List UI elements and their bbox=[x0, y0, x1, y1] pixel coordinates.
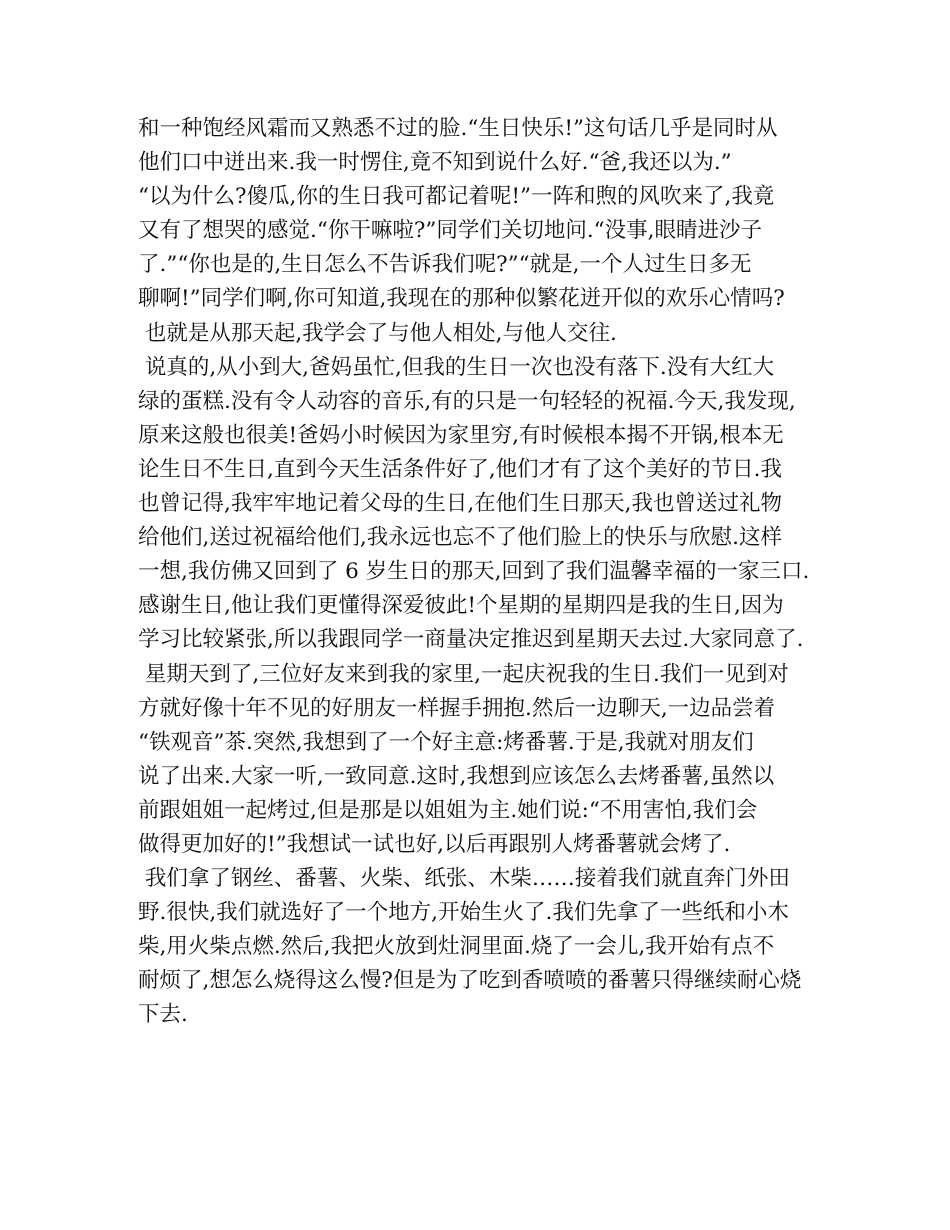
text-line: 一想,我仿佛又回到了 6 岁生日的那天,回到了我们温馨幸福的一家三口. bbox=[138, 559, 810, 585]
text-line: 聊啊!”同学们啊,你可知道,我现在的那种似繁花迸开似的欢乐心情吗? bbox=[138, 286, 785, 312]
text-line: 学习比较紧张,所以我跟同学一商量决定推迟到星期天去过.大家同意了. bbox=[138, 627, 804, 653]
text-line: 前跟姐姐一起烤过,但是那是以姐姐为主.她们说:“不用害怕,我们会 bbox=[138, 797, 758, 823]
text-line: 野.很快,我们就选好了一个地方,开始生火了.我们先拿了一些纸和小木 bbox=[138, 900, 789, 926]
text-line: 原来这般也很美!爸妈小时候因为家里穷,有时候根本揭不开锅,根本无 bbox=[138, 422, 784, 448]
text-line: 说了出来.大家一听,一致同意.这时,我想到应该怎么去烤番薯,虽然以 bbox=[138, 763, 775, 789]
text-line: 方就好像十年不见的好朋友一样握手拥抱.然后一边聊天,一边品尝着 bbox=[138, 695, 776, 721]
text-line: 说真的,从小到大,爸妈虽忙,但我的生日一次也没有落下.没有大红大 bbox=[138, 354, 775, 380]
text-line: 柴,用火柴点燃.然后,我把火放到灶洞里面.烧了一会儿,我开始有点不 bbox=[138, 934, 775, 960]
body-text bbox=[138, 112, 818, 1033]
text-line: 星期天到了,三位好友来到我的家里,一起庆祝我的生日.我们一见到对 bbox=[138, 661, 789, 687]
text-line: 感谢生日,他让我们更懂得深爱彼此!个星期的星期四是我的生日,因为 bbox=[138, 593, 784, 619]
text-line: “以为什么?傻瓜,你的生日我可都记着呢!”一阵和煦的风吹来了,我竟 bbox=[138, 184, 775, 210]
text-line: 我们拿了钢丝、番薯、火柴、纸张、木柴……接着我们就直奔门外田 bbox=[138, 866, 790, 892]
text-line: 和一种饱经风霜而又熟悉不过的脸.“生日快乐!”这句话几乎是同时从 bbox=[138, 116, 778, 141]
text-line: 又有了想哭的感觉.“你干嘛啦?”同学们关切地问.“没事,眼睛进沙子 bbox=[138, 218, 763, 244]
text-line: “铁观音”茶.突然,我想到了一个好主意:烤番薯.于是,我就对朋友们 bbox=[138, 729, 754, 755]
text-line: 他们口中迸出来.我一时愣住,竟不知到说什么好.“爸,我还以为.” bbox=[138, 150, 732, 176]
text-line: 下去. bbox=[138, 1002, 188, 1028]
text-line: 绿的蛋糕.没有令人动容的音乐,有的只是一句轻轻的祝福.今天,我发现, bbox=[138, 388, 796, 414]
text-line: 了.”“你也是的,生日怎么不告诉我们呢?”“就是,一个人过生日多无 bbox=[138, 252, 752, 278]
text-line: 耐烦了,想怎么烧得这么慢?但是为了吃到香喷喷的番薯只得继续耐心烧 bbox=[138, 968, 802, 994]
text-line: 给他们,送过祝福给他们,我永远也忘不了他们脸上的快乐与欣慰.这样 bbox=[138, 525, 783, 551]
text-line: 论生日不生日,直到今天生活条件好了,他们才有了这个美好的节日.我 bbox=[138, 456, 783, 482]
text-line: 也曾记得,我牢牢地记着父母的生日,在他们生日那天,我也曾送过礼物 bbox=[138, 491, 783, 517]
text-line: 做得更加好的!”我想试一试也好,以后再跟别人烤番薯就会烤了. bbox=[138, 831, 731, 857]
text-line: 也就是从那天起,我学会了与他人相处,与他人交往. bbox=[138, 320, 617, 346]
